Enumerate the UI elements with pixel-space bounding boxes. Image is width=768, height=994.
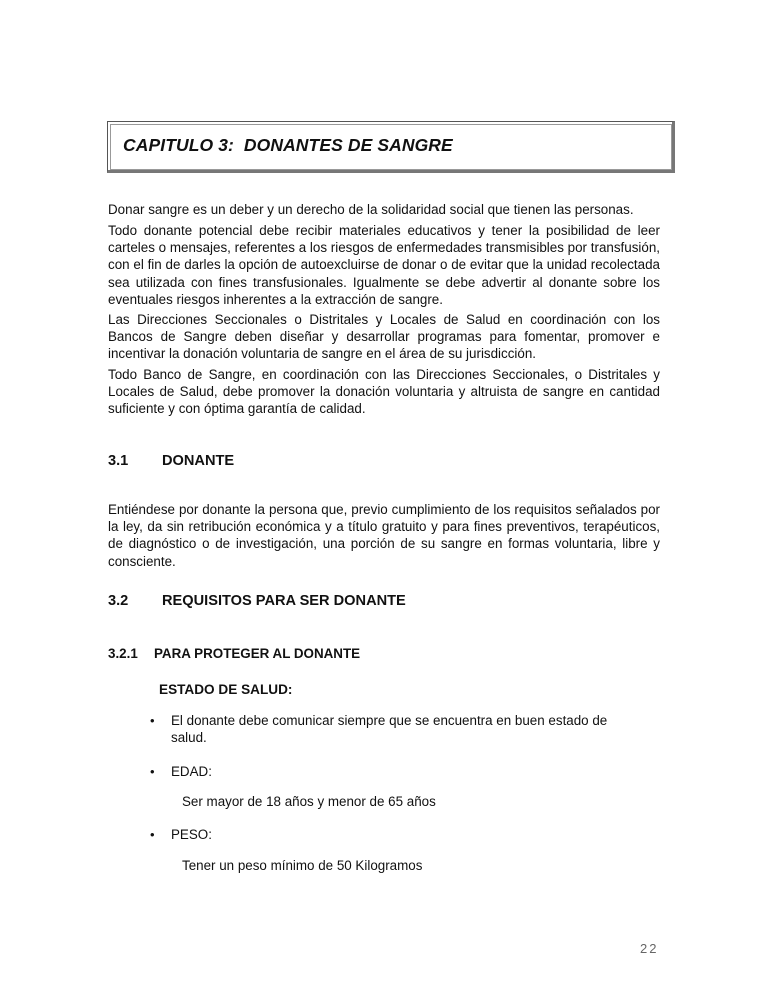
- estado-de-salud-label: ESTADO DE SALUD:: [159, 682, 293, 697]
- intro-paragraph-2: [108, 222, 660, 308]
- bullet-icon: •: [150, 713, 155, 728]
- paragraph-text: Entiéndese por donante la persona que, previo cumplimiento de los requisitos señalados por la ley, da sin retribución económica y a título gratuito y para fines preventivos, terapéuticos, de diagnóstico o de investigación, una porción de su sangre en formas voluntaria, libre y consciente.: [108, 502, 660, 569]
- peso-detail: Tener un peso mínimo de 50 Kilogramos: [182, 858, 423, 873]
- paragraph-text: Donar sangre es un deber y un derecho de la solidaridad social que tienen las personas.: [108, 202, 634, 217]
- bullet-item-edad: [150, 763, 630, 780]
- section-title: DONANTE: [162, 453, 235, 469]
- bullet-icon: •: [150, 764, 155, 779]
- section-title: PARA PROTEGER AL DONANTE: [154, 646, 361, 661]
- bullet-item-salud: [150, 712, 630, 746]
- section-3-1-heading: [108, 453, 234, 469]
- section-3-2-heading: [108, 593, 406, 609]
- intro-paragraph-1: [108, 201, 660, 218]
- section-3-1-paragraph: [108, 501, 660, 570]
- edad-detail: Ser mayor de 18 años y menor de 65 años: [182, 794, 436, 809]
- paragraph-text: Todo Banco de Sangre, en coordinación con las Direcciones Seccionales, o Distritales y Locales de Salud, debe promover la donación voluntaria y altruista de sangre en cantidad suficiente y con óptima garantía de calidad.: [108, 367, 660, 417]
- bullet-icon: •: [150, 827, 155, 842]
- bullet-text: El donante debe comunicar siempre que se encuentra en buen estado de salud.: [171, 713, 608, 746]
- intro-paragraph-4: [108, 366, 660, 418]
- bullet-item-peso: [150, 826, 630, 843]
- section-number: 3.2: [108, 593, 129, 609]
- section-3-2-1-heading: [108, 646, 360, 661]
- bullet-text: PESO:: [171, 827, 212, 842]
- paragraph-text: Todo donante potencial debe recibir materiales educativos y tener la posibilidad de leer carteles o mensajes, referentes a los riesgos de enfermedades transmisibles por transfusión, con el fin de darles la opción de autoexcluirse de donar o de evitar que la unidad recolectada sea utilizada con fines transfusionales. Igualmente se debe advertir al donante sobre los eventuales riesgos inherentes a la extracción de sangre.: [108, 223, 660, 307]
- section-title: REQUISITOS PARA SER DONANTE: [162, 593, 406, 609]
- paragraph-text: Las Direcciones Seccionales o Distritales y Locales de Salud en coordinación con los Bancos de Sangre deben diseñar y desarrollar programas para fomentar, promover e incentivar la donación voluntaria de sangre en el área de su jurisdicción.: [108, 312, 660, 362]
- intro-paragraph-3: [108, 311, 660, 363]
- section-number: 3.1: [108, 453, 129, 469]
- section-number: 3.2.1: [108, 646, 138, 661]
- chapter-title-box: [107, 121, 675, 173]
- chapter-title: CAPITULO 3: DONANTES DE SANGRE: [123, 135, 453, 155]
- bullet-text: EDAD:: [171, 764, 212, 779]
- page-number: 22: [640, 941, 659, 956]
